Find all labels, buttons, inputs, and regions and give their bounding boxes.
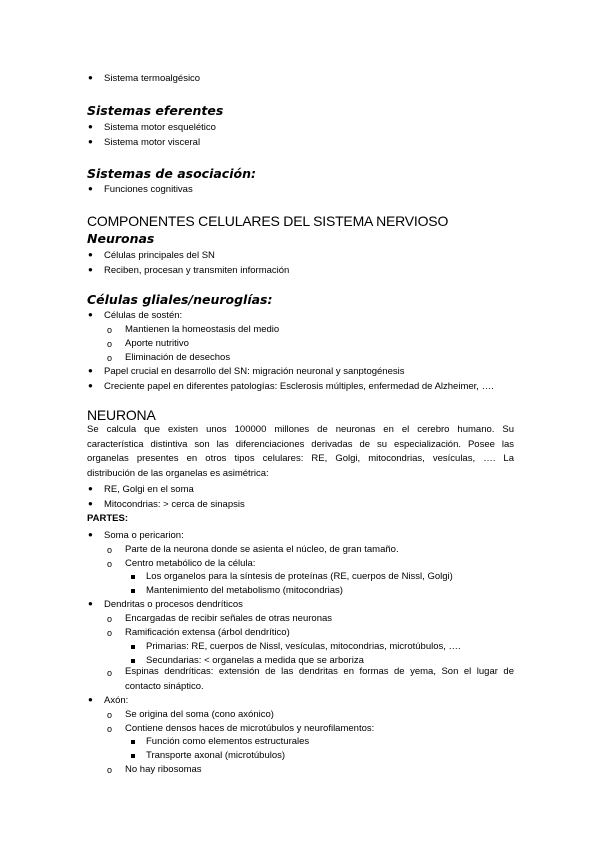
ring-bullet: o bbox=[107, 628, 113, 638]
bullet: ● bbox=[88, 366, 93, 375]
paragraph-line: organelas presentes en otros tipos celulares: RE, Golgi, mitocondrias, vesículas, …. La bbox=[87, 453, 514, 464]
section-heading-eferentes: Sistemas eferentes bbox=[87, 103, 224, 118]
subheading-neuronas: Neuronas bbox=[87, 231, 155, 246]
list-item: Mantenimiento del metabolismo (mitocondrias) bbox=[146, 585, 343, 596]
neurona-paragraph bbox=[87, 423, 514, 481]
bullet: ● bbox=[88, 695, 93, 704]
list-item: Mantienen la homeostasis del medio bbox=[125, 324, 280, 335]
list-item: RE, Golgi en el soma bbox=[104, 484, 194, 495]
list-item: Soma o pericarion: bbox=[104, 530, 184, 541]
list-item: Contiene densos haces de microtúbulos y neurofilamentos: bbox=[125, 723, 375, 734]
bullet: ● bbox=[88, 530, 93, 539]
square-bullet bbox=[131, 659, 135, 663]
bullet: ● bbox=[88, 250, 93, 259]
bullet: ● bbox=[88, 484, 93, 493]
ring-bullet: o bbox=[107, 545, 113, 555]
list-item: Transporte axonal (microtúbulos) bbox=[146, 750, 286, 761]
section-heading-neurona: NEURONA bbox=[87, 407, 156, 423]
bullet: ● bbox=[88, 499, 93, 508]
list-item: Se origina del soma (cono axónico) bbox=[125, 709, 274, 720]
bullet: ● bbox=[88, 265, 93, 274]
list-item: Reciben, procesan y transmiten información bbox=[104, 265, 290, 276]
list-item: Parte de la neurona donde se asienta el núcleo, de gran tamaño. bbox=[125, 544, 399, 555]
section-heading-asociacion: Sistemas de asociación: bbox=[87, 166, 256, 181]
ring-bullet: o bbox=[107, 614, 113, 624]
ring-bullet: o bbox=[107, 353, 113, 363]
list-item: Centro metabólico de la célula: bbox=[125, 558, 256, 569]
square-bullet bbox=[131, 589, 135, 593]
list-item: Secundarias: < organelas a medida que se arboriza bbox=[146, 655, 364, 666]
list-item-line: contacto sináptico. bbox=[125, 680, 204, 692]
paragraph-line: distribución de las organelas es asimétrica: bbox=[87, 467, 269, 479]
bullet: ● bbox=[88, 184, 93, 193]
list-item: Dendritas o procesos dendríticos bbox=[104, 599, 243, 610]
bullet: ● bbox=[88, 137, 93, 146]
bullet: ● bbox=[88, 381, 93, 390]
ring-bullet: o bbox=[107, 724, 113, 734]
square-bullet bbox=[131, 645, 135, 649]
paragraph-line: Se calcula que existen unos 100000 millones de neuronas en el cerebro humano. Su bbox=[87, 424, 514, 435]
section-heading-componentes: COMPONENTES CELULARES DEL SISTEMA NERVIOSO bbox=[87, 213, 449, 229]
list-item: Sistema motor esquelético bbox=[104, 122, 216, 133]
list-item: Papel crucial en desarrollo del SN: migración neuronal y sanptogénesis bbox=[104, 366, 405, 377]
list-item: Sistema motor visceral bbox=[104, 137, 201, 148]
bullet: ● bbox=[88, 73, 93, 82]
list-item: Creciente papel en diferentes patologías: Esclerosis múltiples, enfermedad de Alzheimer, …. bbox=[104, 381, 494, 392]
square-bullet bbox=[131, 575, 135, 579]
list-item: Aporte nutritivo bbox=[125, 338, 189, 349]
bullet: ● bbox=[88, 599, 93, 608]
ring-bullet: o bbox=[107, 765, 113, 775]
ring-bullet: o bbox=[107, 559, 113, 569]
paragraph-line: característica distintiva son las diferenciaciones derivadas de su especialización. Posee las bbox=[87, 438, 514, 450]
ring-bullet: o bbox=[107, 325, 113, 335]
partes-label: PARTES: bbox=[87, 513, 128, 524]
list-item: Axón: bbox=[104, 695, 129, 706]
list-item: Células principales del SN bbox=[104, 250, 215, 261]
list-item: Encargadas de recibir señales de otras neuronas bbox=[125, 613, 333, 624]
list-item-line: Espinas dendríticas: extensión de las dendritas en formas de yema, Son el lugar de bbox=[125, 666, 514, 677]
bullet: ● bbox=[88, 122, 93, 131]
square-bullet bbox=[131, 740, 135, 744]
list-item: Sistema termoalgésico bbox=[104, 73, 201, 84]
bullet: ● bbox=[88, 310, 93, 319]
list-item: Función como elementos estructurales bbox=[146, 736, 310, 747]
ring-bullet: o bbox=[107, 668, 113, 678]
list-item: Los organelos para la síntesis de proteínas (RE, cuerpos de Nissl, Golgi) bbox=[146, 571, 453, 582]
list-item: Primarias: RE, cuerpos de Nissl, vesículas, mitocondrias, microtúbulos, …. bbox=[146, 641, 461, 652]
list-item: No hay ribosomas bbox=[125, 764, 202, 775]
list-item: Funciones cognitivas bbox=[104, 184, 193, 195]
ring-bullet: o bbox=[107, 710, 113, 720]
list-item: Mitocondrias: > cerca de sinapsis bbox=[104, 499, 245, 510]
list-item: Células de sostén: bbox=[104, 310, 183, 321]
list-item: Eliminación de desechos bbox=[125, 352, 231, 363]
ring-bullet: o bbox=[107, 339, 113, 349]
list-item: Ramificación extensa (árbol dendrítico) bbox=[125, 627, 290, 638]
square-bullet bbox=[131, 754, 135, 758]
espinas-item bbox=[125, 665, 514, 694]
subheading-gliales: Células gliales/neuroglías: bbox=[87, 292, 273, 307]
